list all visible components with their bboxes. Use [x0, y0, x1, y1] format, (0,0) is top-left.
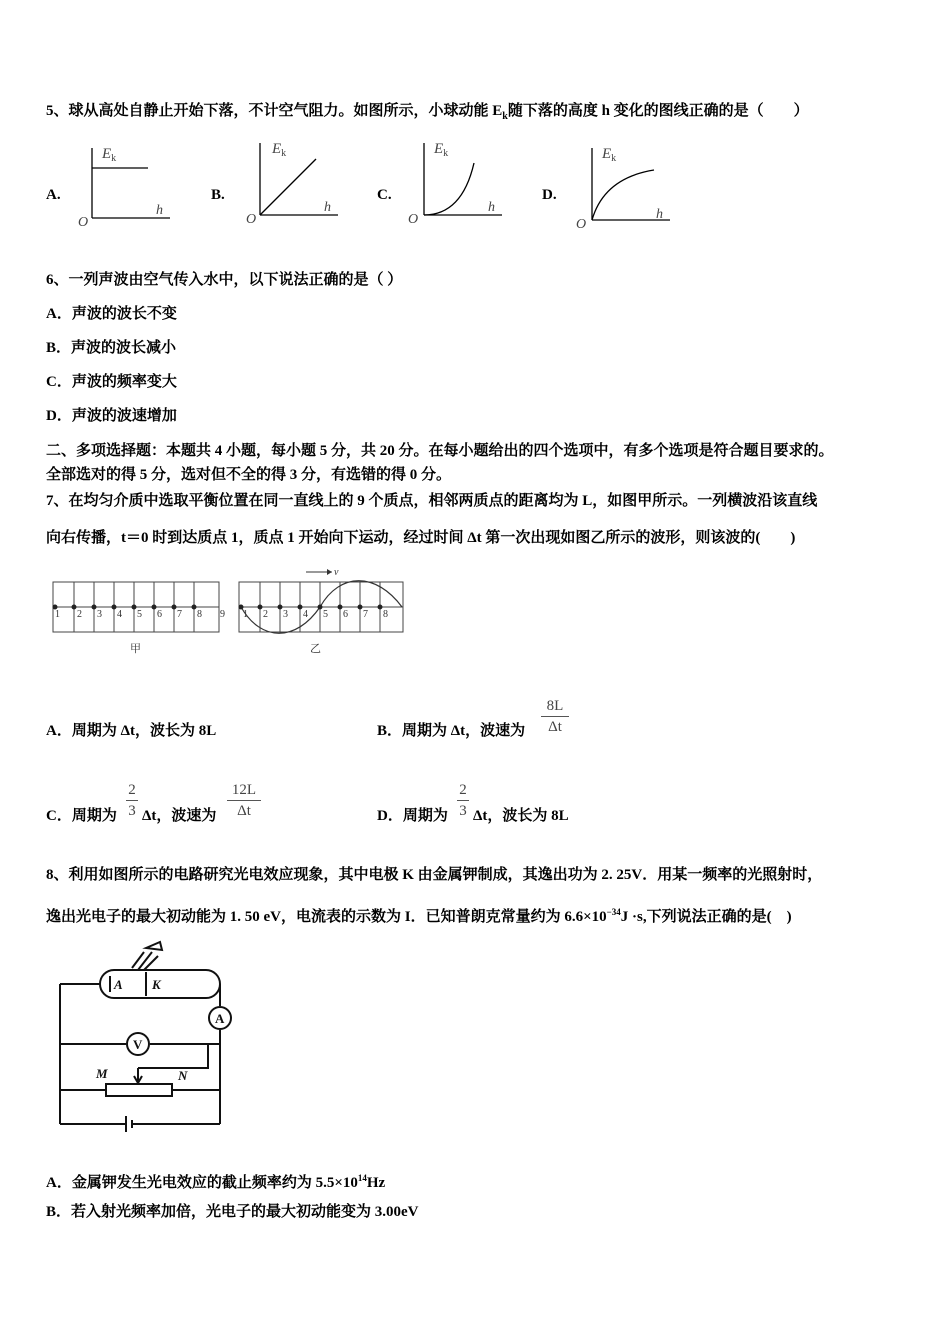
- q8-line1: 8、利用如图所示的电路研究光电效应现象，其中电极 K 由金属钾制成，其逸出功为 2. 25V．用某一频率的光照射时，: [46, 867, 823, 883]
- q8-option-b[interactable]: B．若入射光频率加倍，光电子的最大初动能变为 3.00eV: [46, 1204, 419, 1220]
- jia-label-1: 1: [55, 609, 60, 620]
- jia-point-2: [72, 605, 77, 610]
- jia-label-2: 2: [77, 609, 82, 620]
- q7-option-c-speed-fraction: 12L Δt: [227, 780, 261, 821]
- q5-graph-d: [570, 138, 680, 233]
- q7-option-c-period-fraction: 2 3: [126, 780, 138, 821]
- section2-line1: 二、多项选择题：本题共 4 小题，每小题 5 分，共 20 分。在每小题给出的四个选项中，有多个选项是符合题目要求的。: [46, 443, 834, 459]
- q6-stem: 6、一列声波由空气传入水中，以下说法正确的是（ ）: [46, 272, 403, 288]
- jia-label-3: 3: [97, 609, 102, 620]
- q5-option-d-label[interactable]: D.: [542, 187, 557, 203]
- jia-point-5: [132, 605, 137, 610]
- rheostat: [106, 1084, 172, 1096]
- jia-point-7: [172, 605, 177, 610]
- q8-line2: 逸出光电子的最大初动能为 1. 50 eV，电流表的示数为 I．已知普朗克常量约为 $6.6\times 10^{-34}J \cdot s$,下列说法正确的是( ): [46, 907, 792, 925]
- q6-option-a[interactable]: A．声波的波长不变: [46, 306, 177, 322]
- ammeter-label: A: [215, 1011, 225, 1026]
- yi-point-4: [298, 605, 303, 610]
- jia-point-4: [112, 605, 117, 610]
- q7-line2: 向右传播，t＝0 时到达质点 1，质点 1 开始向下运动，经过时间 Δt 第一次出现如图乙所示的波形，则该波的( ): [46, 530, 796, 546]
- q7-option-d-period-fraction: 2 3: [457, 780, 469, 821]
- q6-option-b[interactable]: B．声波的波长减小: [46, 340, 177, 356]
- x-label: h: [324, 200, 331, 215]
- yi-caption: 乙: [310, 643, 321, 655]
- q7-option-b[interactable]: B．周期为 Δt，波速为: [377, 723, 526, 739]
- q5-option-b-label[interactable]: B.: [211, 187, 225, 203]
- yi-label-1: 1: [243, 609, 248, 620]
- jia-label-4: 4: [117, 609, 122, 620]
- yi-point-7: [358, 605, 363, 610]
- voltmeter-label: V: [133, 1037, 143, 1052]
- q7-figure-yi: [236, 566, 408, 658]
- q5-graph-a: [70, 138, 180, 230]
- jia-label-9: 9: [220, 609, 225, 620]
- y-label: $E_k$: [272, 141, 287, 159]
- q7-option-a[interactable]: A．周期为 Δt，波长为 8L: [46, 723, 217, 739]
- x-label: h: [488, 200, 495, 215]
- q8-circuit-diagram: [48, 938, 238, 1138]
- jia-point-3: [92, 605, 97, 610]
- origin-label: O: [78, 215, 89, 230]
- q6-option-c[interactable]: C．声波的频率变大: [46, 374, 177, 390]
- yi-label-5: 5: [323, 609, 328, 620]
- q8-option-a[interactable]: A．金属钾发生光电效应的截止频率约为 $5.5\times 10^{14}Hz$: [46, 1173, 386, 1191]
- yi-point-6: [338, 605, 343, 610]
- yi-label-2: 2: [263, 609, 268, 620]
- n-label: N: [178, 1068, 188, 1083]
- q7-figure-jia: [50, 580, 230, 658]
- y-label: $E_k$: [102, 146, 117, 164]
- y-label: $E_k$: [434, 141, 449, 159]
- origin-label: O: [576, 217, 587, 232]
- q7-option-c-prefix[interactable]: C．周期为: [46, 808, 117, 824]
- jia-caption: 甲: [130, 643, 141, 655]
- origin-label: O: [408, 212, 419, 227]
- jia-point-6: [152, 605, 157, 610]
- q6-option-d[interactable]: D．声波的波速增加: [46, 408, 177, 424]
- cathode-label: K: [152, 977, 161, 992]
- yi-label-8: 8: [383, 609, 388, 620]
- ek-curve: [260, 159, 316, 215]
- jia-label-6: 6: [157, 609, 162, 620]
- yi-label-6: 6: [343, 609, 348, 620]
- jia-point-8: [192, 605, 197, 610]
- ek-curve: [424, 163, 474, 215]
- yi-label-7: 7: [363, 609, 368, 620]
- y-label: $E_k$: [602, 146, 617, 164]
- q7-option-b-fraction: 8L Δt: [541, 696, 569, 737]
- jia-label-7: 7: [177, 609, 182, 620]
- velocity-label: v: [334, 567, 339, 578]
- x-label: h: [156, 203, 163, 218]
- yi-point-5: [318, 605, 323, 610]
- q5-stem: 5、球从高处自静止开始下落，不计空气阻力。如图所示，小球动能 $E_k$随下落的高度 h 变化的图线正确的是（ ）: [46, 103, 809, 122]
- x-label: h: [656, 207, 663, 222]
- yi-label-4: 4: [303, 609, 308, 620]
- section2-line2: 全部选对的得 5 分，选对但不全的得 3 分，有选错的得 0 分。: [46, 467, 452, 483]
- q7-option-d-prefix[interactable]: D．周期为: [377, 808, 448, 824]
- jia-label-5: 5: [137, 609, 142, 620]
- ek-curve: [592, 170, 654, 220]
- q7-option-d-suffix: Δt，波长为 8L: [473, 808, 569, 824]
- light-rays: [132, 952, 158, 970]
- yi-point-3: [278, 605, 283, 610]
- q5-option-a-label[interactable]: A.: [46, 187, 61, 203]
- q5-option-c-label[interactable]: C.: [377, 187, 392, 203]
- anode-label: A: [114, 977, 123, 992]
- q5-graph-c: [402, 135, 512, 230]
- m-label: M: [96, 1066, 108, 1081]
- jia-label-8: 8: [197, 609, 202, 620]
- yi-label-3: 3: [283, 609, 288, 620]
- yi-point-8: [378, 605, 383, 610]
- origin-label: O: [246, 212, 257, 227]
- q7-line1: 7、在均匀介质中选取平衡位置在同一直线上的 9 个质点，相邻两质点的距离均为 L，如图甲所示。一列横波沿该直线: [46, 493, 818, 509]
- q5-graph-b: [238, 135, 348, 230]
- q7-option-c-middle: Δt，波速为: [142, 808, 217, 824]
- yi-point-2: [258, 605, 263, 610]
